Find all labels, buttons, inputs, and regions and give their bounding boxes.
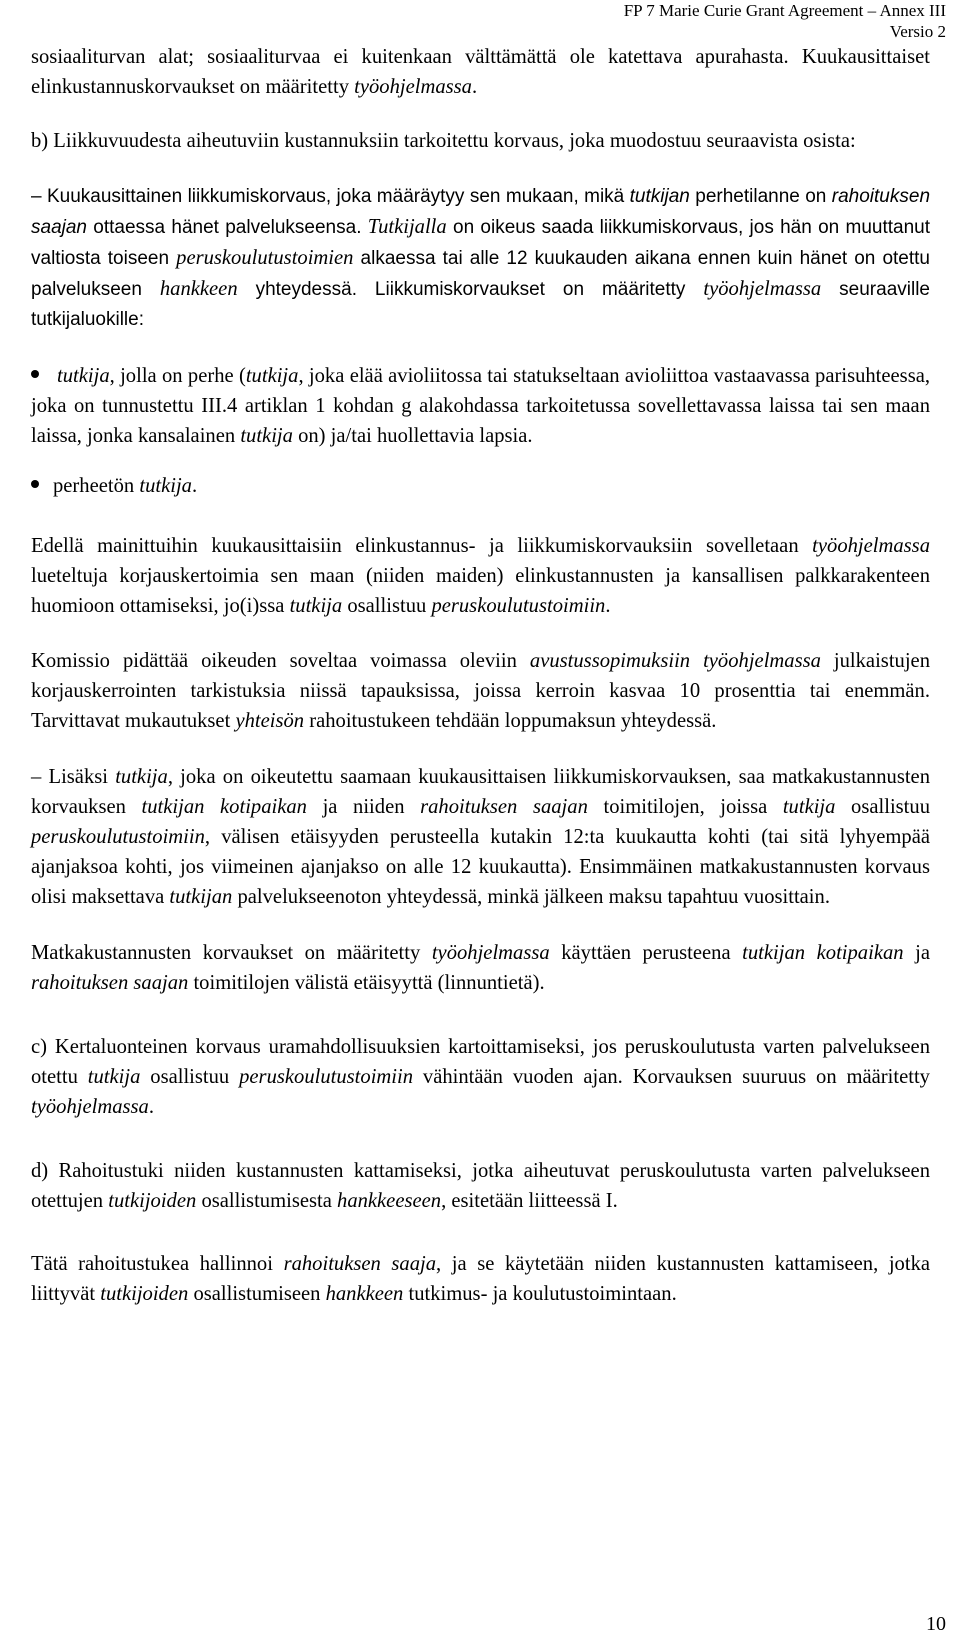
paragraph-funding-management	[31, 1249, 930, 1309]
list-item	[31, 361, 930, 451]
italic-text: rahoituksen saajan	[31, 972, 189, 994]
italic-text: tutkija	[240, 425, 293, 447]
text: yhteydessä. Liikkumiskorvaukset on määritetty	[237, 279, 704, 300]
italic-text: tutkija	[782, 796, 836, 818]
text: toimitilojen, joissa	[587, 796, 783, 818]
text: Matkakustannusten korvaukset on määritetty	[31, 942, 432, 964]
text: perheetön	[53, 475, 140, 497]
text: palvelukseenoton yhteydessä, minkä jälkeen maksu tapahtuu vuosittain.	[232, 886, 830, 908]
text: , joka elää avioliitossa tai statukseltaan avioliittoa vastaavassa parisuhteessa, joka on tunnustettu III.4 artiklan 1 kohdan g alakohdassa tarkoitetussa sovellettavassa laissa tai sen maan laissa, jonka kansalainen	[31, 365, 930, 447]
italic-text: peruskoulutustoimien	[176, 247, 354, 269]
text: perhetilanne on	[689, 186, 832, 207]
list-item	[31, 471, 930, 501]
text: osallistumiseen	[188, 1283, 326, 1305]
text: , jolla on perhe (	[109, 365, 246, 387]
italic-text: tutkija	[139, 475, 192, 497]
italic-text: tutkija	[115, 766, 168, 788]
paragraph-mobility-allowance	[31, 182, 930, 335]
italic-text: työohjelmassa	[812, 535, 930, 557]
text: vähintään vuoden ajan. Korvauksen suuruus on määritetty	[413, 1066, 930, 1088]
italic-text: tutkijan	[629, 186, 690, 207]
italic-text: Tutkijalla	[367, 216, 447, 238]
italic-text: tutkija	[245, 365, 299, 387]
header-title: FP 7 Marie Curie Grant Agreement – Annex III	[623, 1, 946, 20]
text: .	[605, 595, 611, 617]
text: ottaessa hänet palvelukseensa.	[87, 217, 368, 238]
text: osallistuu	[342, 595, 432, 617]
text: d) Rahoitustuki niiden kustannusten kattamiseksi, jotka aiheutuvat peruskoulutusta varten palvelukseen otettujen	[31, 1160, 930, 1212]
italic-text: työohjelmassa	[354, 76, 472, 98]
text: , joka on oikeutettu saamaan kuukausittaisen liikkumiskorvauksen, saa matkakustannusten korvauksen	[31, 766, 930, 818]
paragraph-1	[31, 42, 930, 102]
italic-text: työohjelmassa	[703, 278, 822, 300]
italic-text: yhteisön	[235, 710, 305, 732]
text: Tätä rahoitustukea hallinnoi	[31, 1253, 284, 1275]
italic-text: työohjelmassa	[431, 942, 550, 964]
italic-text: rahoituksen saaja	[283, 1253, 437, 1275]
text: osallistuu	[835, 796, 930, 818]
page-header	[624, 0, 946, 42]
italic-text: rahoituksen saajan	[31, 186, 931, 238]
bullet-icon	[31, 480, 39, 488]
italic-text: tutkijan kotipaikan	[742, 942, 904, 964]
italic-text: rahoituksen saajan	[420, 796, 588, 818]
paragraph-d	[31, 1156, 930, 1216]
text: alkaessa tai alle 12 kuukauden aikana ennen kuin hänet on otettu palvelukseen	[31, 248, 930, 300]
italic-text: hankkeeseen	[337, 1190, 442, 1212]
paragraph-correction-coefficients	[31, 531, 930, 621]
italic-text: tutkijan	[169, 886, 233, 908]
text: käyttäen perusteena	[549, 942, 743, 964]
text: tutkimus- ja koulutustoimintaan.	[403, 1283, 677, 1305]
italic-text: tutkijoiden	[100, 1283, 189, 1305]
paragraph-b	[31, 126, 930, 156]
text: Edellä mainittuihin kuukausittaisiin elinkustannus- ja liikkumiskorvauksiin sovelletaan	[31, 535, 813, 557]
italic-text: tutkijoiden	[108, 1190, 197, 1212]
text: on oikeus saada liikkumiskorvaus, jos hän on muuttanut valtiosta toiseen	[31, 217, 930, 269]
text: lueteltuja korjauskertoimia sen maan (niiden maiden) elinkustannusten ja kansallisen palkkarakenteen huomioon ottamiseksi, jo(i)ssa	[31, 565, 930, 617]
italic-text: tutkija	[289, 595, 343, 617]
text: Komissio pidättää oikeuden soveltaa voimassa oleviin	[31, 650, 530, 672]
italic-text: tutkijan kotipaikan	[141, 796, 307, 818]
text: .	[191, 475, 198, 497]
italic-text: avustussopimuksiin työohjelmassa	[529, 650, 821, 672]
italic-text: tutkija	[57, 365, 110, 387]
text: toimitilojen välistä etäisyyttä (linnuntietä).	[188, 972, 545, 994]
text: osallistumisesta	[196, 1190, 338, 1212]
text: , ja se käytetään niiden kustannusten kattamiseen, jotka liittyvät	[31, 1253, 931, 1305]
document-body	[31, 42, 930, 1333]
header-version: Versio 2	[889, 22, 946, 41]
text: on) ja/tai huollettavia lapsia.	[292, 425, 533, 447]
text: b) Liikkuvuudesta aiheutuviin kustannuksiin tarkoitettu korvaus, joka muodostuu seuraavista osista:	[31, 130, 856, 152]
italic-text: peruskoulutustoimiin	[431, 595, 606, 617]
text: ja	[903, 942, 931, 964]
paragraph-travel-allowance	[31, 762, 930, 912]
paragraph-c	[31, 1032, 930, 1122]
text: julkaistujen korjauskerrointen tarkistuksia niissä tapauksissa, joissa kerroin kasvaa 10 prosenttia tai enemmän. Tarvittavat mukautukset	[31, 650, 930, 732]
italic-text: tutkija	[87, 1066, 141, 1088]
italic-text: hankkeen	[159, 278, 238, 300]
text: osallistuu	[140, 1066, 240, 1088]
text: c) Kertaluonteinen korvaus uramahdollisuuksien kartoittamiseksi, jos peruskoulutusta varten palvelukseen otettu	[31, 1036, 930, 1088]
italic-text: hankkeen	[325, 1283, 404, 1305]
italic-text: peruskoulutustoimiin	[31, 826, 205, 848]
page-number: 10	[926, 1613, 946, 1635]
text: – Lisäksi	[31, 766, 116, 788]
text: , esitetään liitteessä I.	[441, 1190, 618, 1212]
text: seuraaville tutkijaluokille:	[31, 279, 930, 330]
text: ja niiden	[306, 796, 421, 818]
paragraph-travel-costs	[31, 938, 930, 998]
bullet-icon	[31, 370, 39, 378]
text: – Kuukausittainen liikkumiskorvaus, joka määräytyy sen mukaan, mikä	[31, 186, 630, 207]
italic-text: työohjelmassa	[31, 1096, 149, 1118]
paragraph-commission	[31, 646, 930, 736]
text: sosiaaliturvan alat; sosiaaliturvaa ei kuitenkaan välttämättä ole katettava apurahasta. Kuukausittaiset elinkustannuskorvaukset on määritetty	[31, 46, 930, 98]
text: .	[471, 76, 478, 98]
text: , välisen etäisyyden perusteella kutakin 12:ta kuukautta kohti (tai sitä lyhyempää ajanjaksoa kohti, jos viimeinen ajanjakso on alle 12 kuukautta). Ensimmäinen matkakustannusten korvaus olisi maksettava	[31, 826, 930, 908]
text: rahoitustukeen tehdään loppumaksun yhteydessä.	[304, 710, 717, 732]
italic-text: peruskoulutustoimiin	[239, 1066, 414, 1088]
text: .	[148, 1096, 154, 1118]
